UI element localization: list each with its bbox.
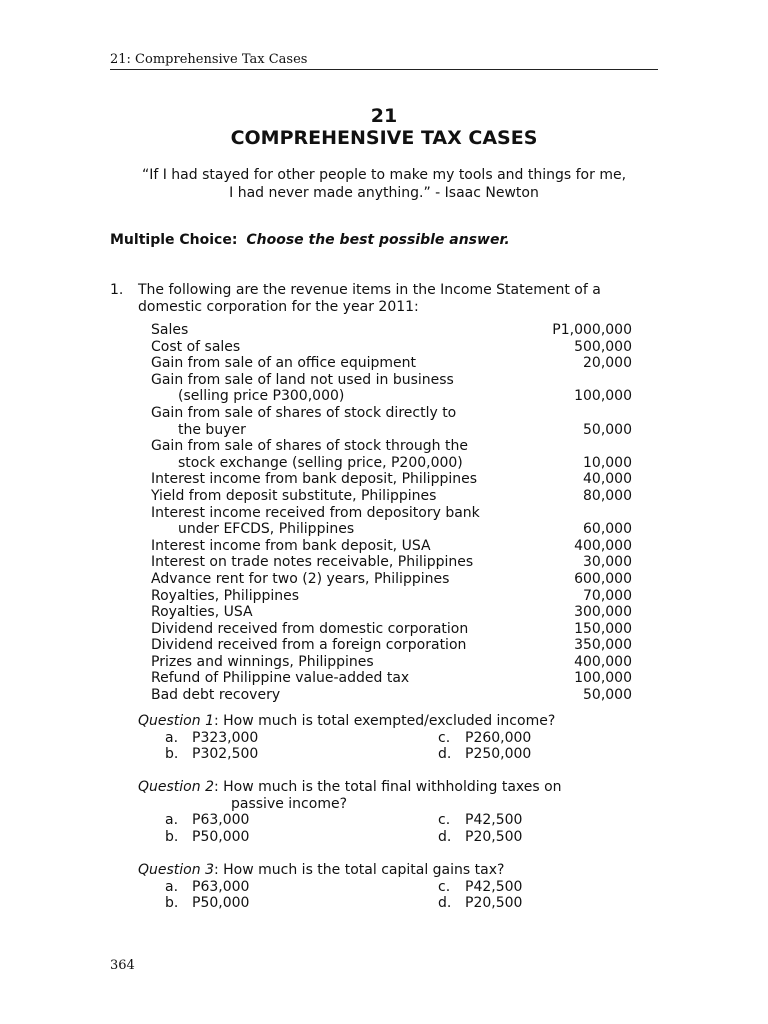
page-number: 364: [110, 958, 135, 973]
income-item-amount: 20,000: [583, 355, 632, 372]
income-item-label: Gain from sale of shares of stock through the: [151, 438, 468, 455]
income-item-label: Interest on trade notes receivable, Philippines: [151, 554, 474, 571]
income-item-label: Royalties, Philippines: [151, 587, 300, 604]
problem-stem-line-2: domestic corporation for the year 2011:: [138, 299, 419, 315]
income-item-label: Yield from deposit substitute, Philippines: [151, 487, 437, 504]
option-d: d. P20,500: [438, 895, 523, 912]
income-item-amount: 10,000: [583, 454, 632, 471]
header-rule: [110, 69, 658, 70]
question-prompt: [138, 713, 555, 730]
income-item-amount: 50,000: [583, 421, 632, 438]
income-item-row: [151, 339, 636, 356]
quote-line-1: “If I had stayed for other people to make my tools and things for me,: [141, 167, 627, 183]
chapter-number: 21: [370, 105, 398, 127]
income-item-label: Royalties, USA: [151, 604, 253, 621]
question-1: [138, 713, 555, 763]
option-b: b. P302,500: [165, 746, 259, 763]
income-item-amount: 400,000: [574, 537, 632, 554]
question-label: Question 1: [138, 713, 214, 729]
question-prompt: [138, 862, 504, 879]
income-item-amount: 50,000: [583, 687, 632, 704]
problem-stem: [138, 282, 648, 316]
income-item-row: [151, 405, 636, 422]
income-item-label: (selling price P300,000): [178, 388, 345, 405]
revenue-items-list: [151, 322, 636, 704]
income-item-amount: 500,000: [574, 338, 632, 355]
income-item-amount: 600,000: [574, 570, 632, 587]
instructions: [110, 232, 510, 248]
income-item-row: [151, 455, 636, 472]
income-item-amount: 300,000: [574, 604, 632, 621]
income-item-amount: P1,000,000: [552, 322, 632, 338]
income-item-row: [151, 488, 636, 505]
income-item-amount: 80,000: [583, 487, 632, 504]
income-item-amount: 40,000: [583, 471, 632, 488]
income-item-row: [151, 422, 636, 439]
income-item-label: Interest income from bank deposit, Philippines: [151, 471, 478, 488]
income-item-row: [151, 687, 636, 704]
question-text: : How much is total exempted/excluded income?: [213, 713, 556, 729]
option-b: b. P50,000: [165, 895, 250, 912]
income-item-row: [151, 438, 636, 455]
income-item-amount: 400,000: [574, 653, 632, 670]
income-item-label: stock exchange (selling price, P200,000): [178, 454, 463, 471]
income-item-label: Gain from sale of shares of stock directly to: [151, 404, 457, 421]
income-item-amount: 350,000: [574, 637, 632, 654]
question-text: : How much is the total capital gains tax?: [213, 862, 505, 878]
option-a: a. P63,000: [165, 878, 250, 895]
income-item-row: [151, 621, 636, 638]
income-item-row: [151, 538, 636, 555]
option-c: c. P42,500: [438, 812, 523, 829]
income-item-label: under EFCDS, Philippines: [178, 521, 355, 538]
income-item-label: Gain from sale of an office equipment: [151, 355, 416, 372]
income-item-row: [151, 521, 636, 538]
income-item-row: [151, 388, 636, 405]
instructions-label: Multiple Choice:: [110, 232, 238, 248]
income-item-amount: 30,000: [583, 554, 632, 571]
income-item-label: Gain from sale of land not used in business: [151, 371, 454, 388]
option-a: a. P323,000: [165, 729, 259, 746]
epigraph-quote: [0, 166, 768, 202]
income-item-row: [151, 637, 636, 654]
option-a: a. P63,000: [165, 812, 250, 829]
running-head: 21: Comprehensive Tax Cases: [110, 52, 308, 67]
income-item-label: Advance rent for two (2) years, Philippines: [151, 570, 450, 587]
income-item-row: [151, 505, 636, 522]
income-item-amount: 150,000: [574, 620, 632, 637]
option-d: d. P20,500: [438, 828, 523, 845]
income-item-row: [151, 554, 636, 571]
income-item-row: [151, 355, 636, 372]
income-item-row: [151, 571, 636, 588]
income-item-row: [151, 471, 636, 488]
income-item-row: [151, 604, 636, 621]
option-c: c. P260,000: [438, 729, 532, 746]
income-item-label: Cost of sales: [151, 338, 241, 355]
income-item-row: [151, 654, 636, 671]
income-item-label: the buyer: [178, 421, 246, 438]
question-prompt: [138, 779, 562, 796]
income-item-label: Interest income from bank deposit, USA: [151, 537, 431, 554]
income-item-amount: 70,000: [583, 587, 632, 604]
problem-number: 1.: [110, 282, 124, 298]
question-3: [138, 862, 523, 912]
income-item-row: [151, 588, 636, 605]
option-c: c. P42,500: [438, 878, 523, 895]
option-d: d. P250,000: [438, 746, 532, 763]
question-label: Question 2: [138, 779, 214, 795]
option-b: b. P50,000: [165, 828, 250, 845]
income-item-label: Dividend received from domestic corporation: [151, 620, 469, 637]
question-text: : How much is the total final withholding taxes on: [213, 779, 562, 795]
income-item-amount: 60,000: [583, 521, 632, 538]
instructions-text: Choose the best possible answer.: [246, 232, 510, 248]
income-item-row: [151, 322, 636, 339]
income-item-label: Sales: [151, 322, 189, 338]
income-item-label: Interest income received from depository bank: [151, 504, 480, 521]
quote-line-2: I had never made anything.” - Isaac Newton: [229, 185, 539, 201]
income-item-label: Bad debt recovery: [151, 687, 281, 704]
question-2: [138, 779, 562, 845]
income-item-amount: 100,000: [574, 388, 632, 405]
chapter-title: COMPREHENSIVE TAX CASES: [230, 127, 538, 149]
income-item-amount: 100,000: [574, 670, 632, 687]
income-item-row: [151, 670, 636, 687]
question-continuation: passive income?: [231, 795, 347, 812]
income-item-label: Dividend received from a foreign corporation: [151, 637, 467, 654]
income-item-row: [151, 372, 636, 389]
income-item-label: Prizes and winnings, Philippines: [151, 653, 374, 670]
income-item-label: Refund of Philippine value-added tax: [151, 670, 410, 687]
problem-stem-line-1: The following are the revenue items in the Income Statement of a: [138, 282, 601, 298]
question-label: Question 3: [138, 862, 214, 878]
